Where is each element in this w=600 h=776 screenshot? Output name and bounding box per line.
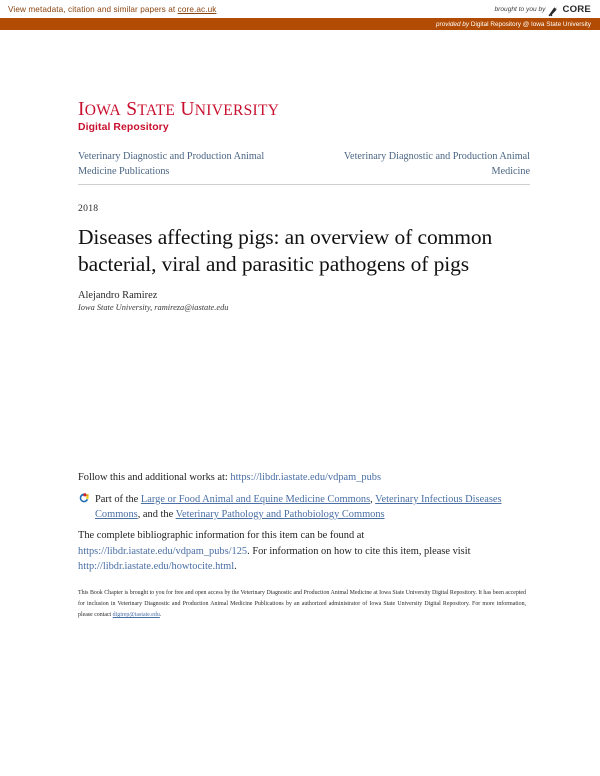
rights-statement-text: This Book Chapter is brought to you for free and open access by the Veterinary Diagnostic and Production Animal Medicine at Iowa State University Digital Repository. It has been accepted for inclusion in Veterinary Diagnostic and Production Animal Medicine Publications by an authorized administrator of Iowa State University Digital Repository. For more information, please contact bbox=[78, 590, 526, 618]
howtocite-link[interactable]: http://libdr.iastate.edu/howtocite.html bbox=[78, 561, 235, 573]
core-logo-text: CORE bbox=[562, 3, 591, 15]
core-ac-uk-link[interactable]: core.ac.uk bbox=[177, 4, 217, 14]
biblio-record-link[interactable]: https://libdr.iastate.edu/vdpam_pubs/125 bbox=[78, 545, 248, 557]
commons-separator-1: , bbox=[370, 493, 376, 505]
core-arrow-icon bbox=[548, 4, 559, 15]
core-metadata-label: View metadata, citation and similar papers at bbox=[8, 4, 178, 14]
biblio-text-1: The complete bibliographic information for this item can be found at bbox=[78, 530, 365, 541]
series-header bbox=[78, 150, 530, 180]
brought-to-you-by-label: brought to you by bbox=[494, 5, 546, 13]
provided-by-source: Digital Repository @ Iowa State University bbox=[470, 20, 591, 28]
publication-year: 2018 bbox=[78, 203, 99, 214]
series-collection-left[interactable]: Veterinary Diagnostic and Production Animal Medicine Publications bbox=[78, 151, 265, 177]
biblio-text-3: . bbox=[234, 561, 237, 573]
part-of-commons-line bbox=[78, 492, 530, 522]
header-divider bbox=[78, 184, 530, 185]
author-block bbox=[78, 290, 228, 312]
rights-statement-period: . bbox=[159, 611, 162, 618]
commons-link-veterinary-pathology-pathobiology[interactable]: Veterinary Pathology and Pathobiology Commons bbox=[175, 508, 385, 520]
rights-statement bbox=[78, 588, 526, 621]
university-wordmark: IOWA STATE UNIVERSITY bbox=[78, 99, 280, 120]
core-brand-group bbox=[495, 4, 600, 15]
follow-block bbox=[78, 470, 530, 522]
core-provided-by-bar bbox=[0, 18, 600, 30]
part-of-label: Part of the bbox=[95, 493, 141, 505]
commons-link-veterinary-infectious-diseases[interactable]: Veterinary Infectious Diseases Commons bbox=[95, 493, 502, 520]
core-banner-top-row bbox=[0, 0, 600, 18]
biblio-text-2: . For information on how to cite this item, please visit bbox=[247, 545, 471, 557]
author-affiliation: Iowa State University, ramireza@iastate.edu bbox=[78, 303, 229, 312]
author-name: Alejandro Ramirez bbox=[78, 290, 158, 301]
page-title: Diseases affecting pigs: an overview of common bacterial, viral and parasitic pathogens of pigs bbox=[78, 225, 493, 277]
core-provided-by-text bbox=[436, 21, 600, 28]
provided-by-label: provided by bbox=[436, 20, 470, 28]
contact-email-link[interactable]: digirep@iastate.edu bbox=[112, 611, 160, 618]
vdpam-pubs-link[interactable]: https://libdr.iastate.edu/vdpam_pubs bbox=[230, 472, 382, 483]
digital-commons-network-icon bbox=[78, 493, 90, 505]
bibliographic-info bbox=[78, 528, 530, 575]
series-collection-right[interactable]: Veterinary Diagnostic and Production Animal Medicine bbox=[343, 151, 530, 177]
follow-works-line bbox=[78, 470, 530, 486]
repository-wordmark: Digital Repository bbox=[78, 121, 169, 133]
commons-link-large-food-animal-equine[interactable]: Large or Food Animal and Equine Medicine Commons bbox=[140, 493, 371, 505]
isu-digital-repository-logo[interactable] bbox=[78, 100, 279, 133]
follow-label: Follow this and additional works at: bbox=[78, 472, 231, 483]
core-banner bbox=[0, 0, 600, 31]
commons-separator-2: , and the bbox=[137, 508, 176, 520]
core-metadata-text bbox=[0, 5, 216, 14]
